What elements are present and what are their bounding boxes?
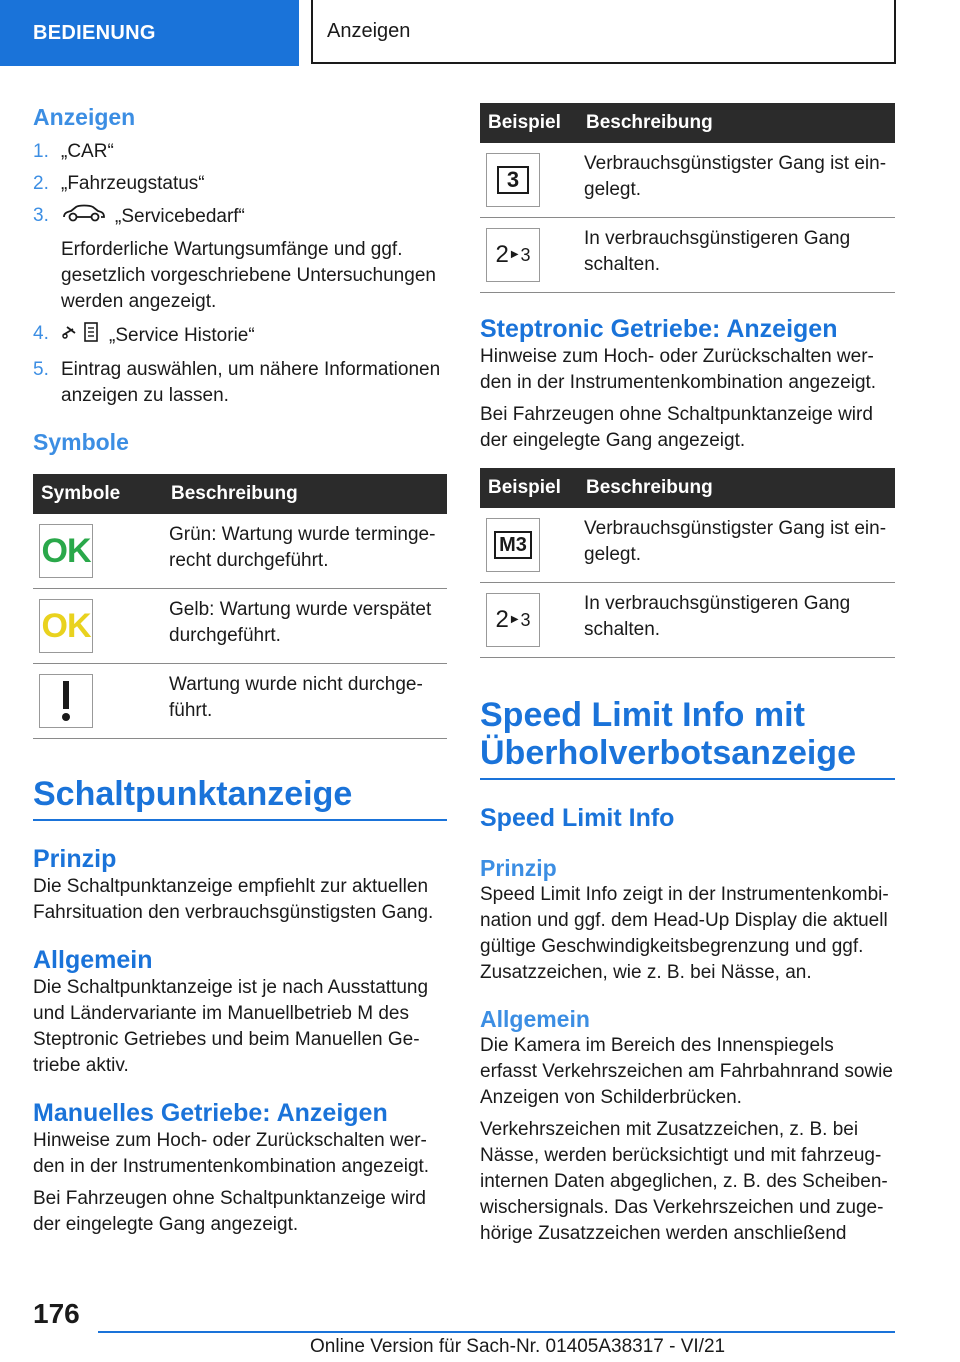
steptronic-text-2: Bei Fahrzeugen ohne Schaltpunktanzeige wird der eingelegte Gang angezeigt. xyxy=(480,404,873,451)
list-item xyxy=(33,171,447,197)
footer-divider xyxy=(98,1331,895,1333)
table-row xyxy=(33,514,447,589)
manuell-heading: Manuelles Getriebe: Anzeigen xyxy=(33,1099,388,1128)
step-text: Eintrag auswählen, um nähere Informationen anzeigen zu lassen. xyxy=(61,359,441,406)
schaltpunkt-heading: Schaltpunktanzeige xyxy=(33,775,447,821)
anzeigen-heading: Anzeigen xyxy=(33,104,136,130)
sli-heading: Speed Limit Info xyxy=(480,804,675,833)
table-header: Beschreibung xyxy=(163,474,447,514)
list-item xyxy=(33,357,447,409)
table-row xyxy=(480,583,895,658)
table-row xyxy=(33,589,447,664)
gear-m3-icon: M3 xyxy=(486,518,540,572)
table-cell: In verbrauchsgünstigeren Gang schalten. xyxy=(578,583,895,658)
step-text: „CAR“ xyxy=(61,141,114,162)
step-text: „Fahrzeugstatus“ xyxy=(61,173,205,194)
allgemein-heading: Allgemein xyxy=(33,946,153,975)
table-cell: Verbrauchsgünstigster Gang ist eingelegt. xyxy=(578,143,895,218)
chapter-title-box xyxy=(311,0,896,64)
prinzip-text: Die Schaltpunktanzeige empfiehlt zur aktuellen Fahrsituation den verbrauchsgünstigsten Gang. xyxy=(33,876,434,924)
ok-green-icon: OK xyxy=(39,524,93,578)
speed-limit-heading: Speed Limit Info mit Überholverbotsanzeige xyxy=(480,696,895,780)
allgemein-text: Die Schaltpunktanzeige ist je nach Ausstattung und Ländervariante im Manuellbetrieb M des Steptronic Getriebes und beim Manuellen Getriebe aktiv. xyxy=(33,977,429,1077)
step-text: „Service Historie“ xyxy=(109,325,255,347)
symbole-table xyxy=(33,474,447,739)
table-header: Symbole xyxy=(33,474,163,514)
list-item xyxy=(33,139,447,165)
step-note: Erforderliche Wartungsumfänge und ggf. gesetzlich vorgeschriebene Untersuchungen werden angezeigt. xyxy=(61,239,436,312)
steptronic-text-1: Hinweise zum Hoch- oder Zurückschalten werden in der Instrumentenkombination angezeigt. xyxy=(480,346,877,393)
prinzip-heading: Prinzip xyxy=(33,845,117,874)
chapter-title: Anzeigen xyxy=(327,19,411,42)
sli-allgemein-text-1: Die Kamera im Bereich des Innenspiegels erfasst Verkehrszeichen am Fahrbahnrand sowie Anzeigen von Schilderbrücken. xyxy=(480,1035,893,1109)
steptronic-heading: Steptronic Getriebe: Anzeigen xyxy=(480,315,838,343)
table-cell: In verbrauchsgünstigeren Gang schalten. xyxy=(578,218,895,293)
car-outline-icon xyxy=(61,203,107,231)
left-column xyxy=(33,100,447,1238)
manuell-text-1: Hinweise zum Hoch- oder Zurückschalten werden in der Instrumentenkombination angezeigt. xyxy=(33,1130,430,1178)
gear-3-icon: 3 xyxy=(486,153,540,207)
sli-prinzip-text: Speed Limit Info zeigt in der Instrumentenkombination und ggf. dem Head-Up Display die aktuell gültige Geschwindigkeitsbegrenzung und ggf. Zusatzzeichen, wie z. B. bei Nässe, an. xyxy=(480,884,889,984)
sli-allgemein-heading: Allgemein xyxy=(480,1006,590,1033)
right-column xyxy=(480,103,895,1247)
step-number: 4. xyxy=(33,323,49,344)
step-number: 3. xyxy=(33,205,49,226)
step-number: 1. xyxy=(33,141,49,162)
sli-prinzip-heading: Prinzip xyxy=(480,855,557,882)
gear-table-steptronic xyxy=(480,468,895,658)
sli-allgemein-text-2: Verkehrszeichen mit Zusatzzeichen, z. B. bei Nässe, werden berücksichtigt und mit fahrzeuginternen Daten abgeglichen, z. B. des Scheibenwischersignals. Das Verkehrszeichen und zugehörige Zusatzzeichen werden anschließend xyxy=(480,1119,888,1245)
table-header: Beispiel xyxy=(480,103,578,143)
step-text: „Servicebedarf“ xyxy=(115,206,245,228)
table-cell: Wartung wurde nicht durchgeführt. xyxy=(163,664,447,739)
table-row xyxy=(480,218,895,293)
table-row xyxy=(480,143,895,218)
exclamation-icon xyxy=(39,674,93,728)
table-header: Beschreibung xyxy=(578,468,895,508)
footer-text: Online Version für Sach-Nr. 01405A38317 - VI/21 xyxy=(310,1336,726,1357)
section-tab xyxy=(0,0,299,66)
steps-list xyxy=(33,139,447,409)
service-history-icon xyxy=(61,321,101,351)
step-number: 2. xyxy=(33,173,49,194)
table-row xyxy=(33,664,447,739)
manuell-text-2: Bei Fahrzeugen ohne Schaltpunktanzeige wird der eingelegte Gang angezeigt. xyxy=(33,1188,426,1236)
list-item xyxy=(33,203,447,315)
table-header: Beispiel xyxy=(480,468,578,508)
list-item xyxy=(33,321,447,351)
step-number: 5. xyxy=(33,359,49,380)
gear-2-to-3-icon: 2 ▶ 3 xyxy=(486,228,540,282)
table-cell: Gelb: Wartung wurde verspätet durchgeführt. xyxy=(163,589,447,664)
section-label: BEDIENUNG xyxy=(33,21,156,44)
table-row xyxy=(480,508,895,583)
table-cell: Verbrauchsgünstigster Gang ist eingelegt. xyxy=(578,508,895,583)
table-cell: Grün: Wartung wurde termingerecht durchgeführt. xyxy=(163,514,447,589)
ok-yellow-icon: OK xyxy=(39,599,93,653)
table-header: Beschreibung xyxy=(578,103,895,143)
page-number: 176 xyxy=(33,1298,80,1329)
gear-table-manual xyxy=(480,103,895,293)
gear-2-to-3-icon: 2 ▶ 3 xyxy=(486,593,540,647)
symbole-heading: Symbole xyxy=(33,429,129,455)
